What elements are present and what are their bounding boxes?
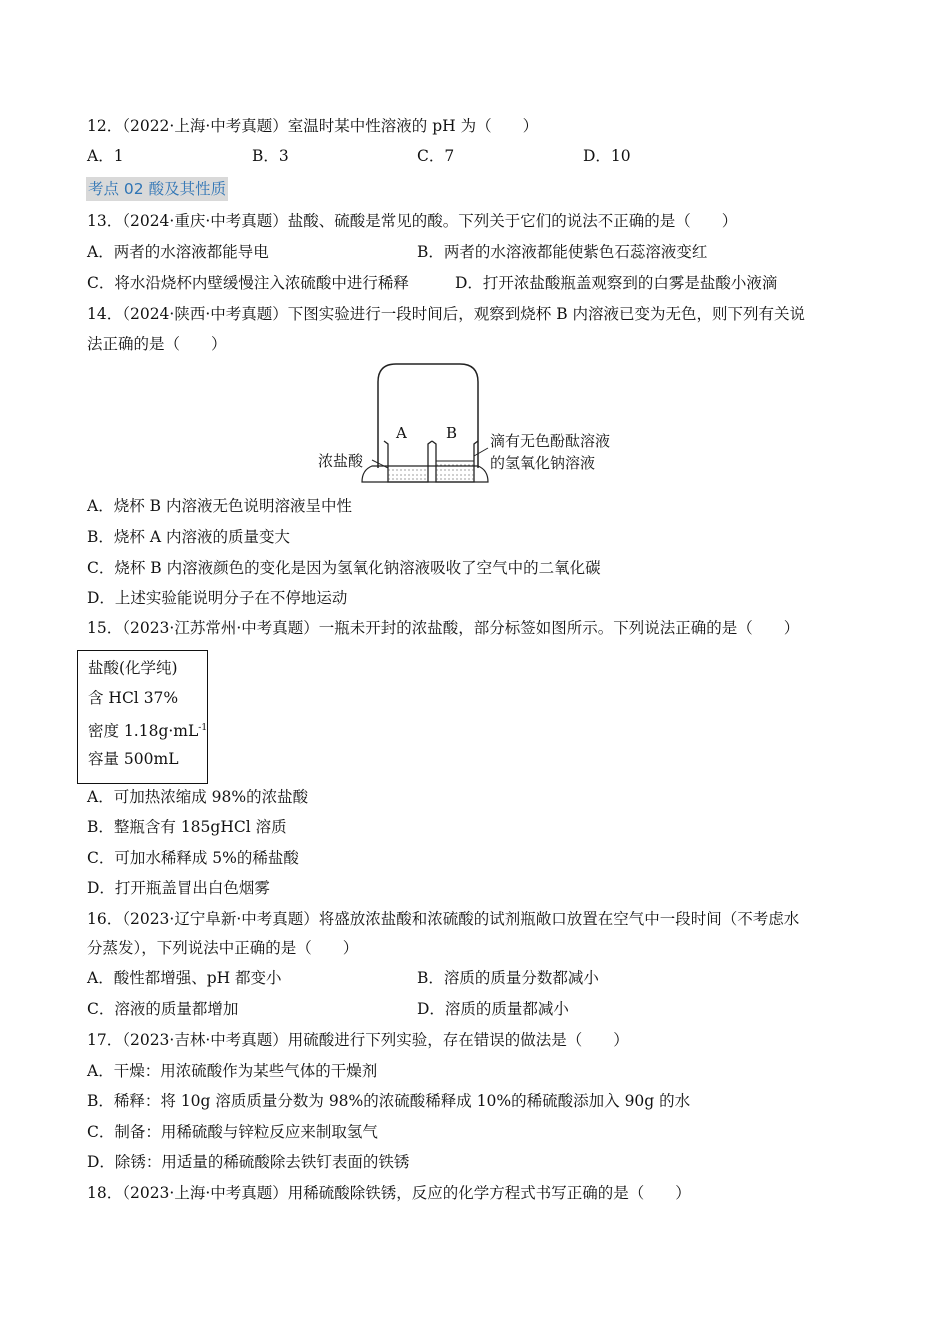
q17-option-c: C．制备：用稀硫酸与锌粒反应来制取氢气 — [87, 1123, 378, 1141]
beaker-a-label: A — [396, 424, 407, 442]
q13-option-b: B．两者的水溶液都能使紫色石蕊溶液变红 — [417, 243, 708, 261]
q14-option-b: B．烧杯 A 内溶液的质量变大 — [87, 528, 290, 546]
q16-stem-line2: 分蒸发），下列说法中正确的是（ ） — [87, 939, 359, 957]
q17-option-b: B．稀释：将 10g 溶质质量分数为 98%的浓硫酸稀释成 10%的稀硫酸添加入 90g 的水 — [87, 1092, 691, 1110]
q16-option-b: B．溶质的质量分数都减小 — [417, 969, 599, 987]
q17-option-a: A．干燥：用浓硫酸作为某些气体的干燥剂 — [87, 1062, 378, 1080]
q15-option-b: B．整瓶含有 185gHCl 溶质 — [87, 818, 287, 836]
reagent-label-box — [77, 650, 208, 784]
bell-jar-experiment-figure — [300, 358, 650, 492]
q12-option-a: A．1 — [87, 147, 124, 165]
q12-option-c: C．7 — [417, 147, 455, 165]
q13-option-d: D．打开浓盐酸瓶盖观察到的白雾是盐酸小液滴 — [455, 274, 778, 292]
reagent-concentration: 含 HCl 37% — [88, 689, 179, 707]
beaker-b-label: B — [446, 424, 458, 442]
bell-jar-diagram — [300, 358, 650, 488]
q15-option-a: A．可加热浓缩成 98%的浓盐酸 — [87, 788, 309, 806]
q12-stem: 12．（2022·上海·中考真题）室温时某中性溶液的 pH 为（ ） — [87, 117, 539, 135]
q13-option-c: C．将水沿烧杯内壁缓慢注入浓硫酸中进行稀释 — [87, 274, 409, 292]
q12-option-d: D．10 — [583, 147, 631, 165]
q14-stem-line1: 14．（2024·陕西·中考真题）下图实验进行一段时间后，观察到烧杯 B 内溶液已变为无色，则下列有关说 — [87, 305, 806, 323]
q16-option-d: D．溶质的质量都减小 — [417, 1000, 569, 1018]
q13-stem: 13．（2024·重庆·中考真题）盐酸、硫酸是常见的酸。下列关于它们的说法不正确的是（ ） — [87, 212, 738, 230]
q15-option-c: C．可加水稀释成 5%的稀盐酸 — [87, 849, 299, 867]
q13-option-a: A．两者的水溶液都能导电 — [87, 243, 269, 261]
q17-stem: 17．（2023·吉林·中考真题）用硫酸进行下列实验，存在错误的做法是（ ） — [87, 1031, 629, 1049]
q15-option-d: D．打开瓶盖冒出白色烟雾 — [87, 879, 270, 897]
q16-stem-line1: 16．（2023·辽宁阜新·中考真题）将盛放浓盐酸和浓硫酸的试剂瓶敞口放置在空气中一段时间（不考虑水 — [87, 910, 800, 928]
q14-option-d: D．上述实验能说明分子在不停地运动 — [87, 589, 348, 607]
phenolphthalein-label-1: 滴有无色酚酞溶液 — [490, 432, 611, 450]
reagent-density: 密度 $1.18g\cdot mL^{-1}$ — [88, 722, 208, 740]
q14-option-c: C．烧杯 B 内溶液颜色的变化是因为氢氧化钠溶液吸收了空气中的二氧化碳 — [87, 559, 601, 577]
section-heading: 考点 02 酸及其性质 — [86, 177, 228, 201]
q17-option-d: D．除锈：用适量的稀硫酸除去铁钉表面的铁锈 — [87, 1153, 410, 1171]
q14-option-a: A．烧杯 B 内溶液无色说明溶液呈中性 — [87, 497, 352, 515]
concentrated-hcl-label: 浓盐酸 — [318, 452, 364, 470]
q16-option-a: A．酸性都增强、pH 都变小 — [87, 969, 282, 987]
q12-option-b: B．3 — [252, 147, 289, 165]
phenolphthalein-label-2: 的氢氧化钠溶液 — [490, 454, 596, 472]
reagent-volume: 容量 500mL — [88, 750, 179, 768]
reagent-name: 盐酸(化学纯) — [88, 659, 178, 677]
q15-stem: 15．（2023·江苏常州·中考真题）一瓶未开封的浓盐酸，部分标签如图所示。下列说法正确的是（ ） — [87, 619, 800, 637]
q14-stem-line2: 法正确的是（ ） — [87, 335, 227, 353]
q18-stem: 18．（2023·上海·中考真题）用稀硫酸除铁锈，反应的化学方程式书写正确的是（ ） — [87, 1184, 691, 1202]
q16-option-c: C．溶液的质量都增加 — [87, 1000, 239, 1018]
